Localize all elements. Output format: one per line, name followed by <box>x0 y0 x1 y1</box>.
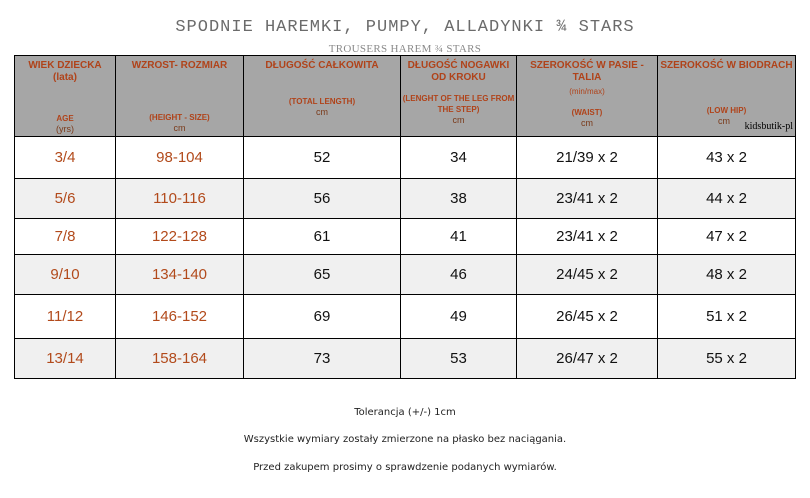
measurement-note: Wszystkie wymiary zostały zmierzone na płasko bez naciągania. <box>243 434 567 445</box>
column-header-english: (LENGHT OF THE LEG FROM THE STEP) <box>402 94 515 114</box>
cell-total-length: 61 <box>244 219 401 255</box>
column-header-sub: (lata) <box>53 72 77 83</box>
tolerance-note: Tolerancja (+/-) 1cm <box>354 407 456 418</box>
table-row <box>15 255 796 295</box>
cell-age: 3/4 <box>15 137 116 179</box>
column-header-label: DŁUGOŚĆ NOGAWKI OD KROKU <box>407 60 510 83</box>
cell-age: 7/8 <box>15 219 116 255</box>
cell-hip: 47 x 2 <box>658 219 796 255</box>
cell-total-length: 65 <box>244 255 401 295</box>
column-header-hip <box>658 56 796 137</box>
table-header-row <box>15 56 796 137</box>
cell-height: 158-164 <box>116 339 244 379</box>
column-header-unit: cm <box>316 107 328 117</box>
cell-hip: 55 x 2 <box>658 339 796 379</box>
column-header-english: AGE <box>56 114 74 123</box>
table-row <box>15 179 796 219</box>
cell-hip: 44 x 2 <box>658 179 796 219</box>
cell-leg-length: 41 <box>401 219 517 255</box>
cell-hip: 48 x 2 <box>658 255 796 295</box>
table-row <box>15 137 796 179</box>
column-header-unit: cm <box>173 123 186 133</box>
cell-waist: 26/47 x 2 <box>517 339 658 379</box>
column-header-english: (TOTAL LENGTH) <box>288 97 356 106</box>
column-header-label: WIEK DZIECKA <box>28 60 102 71</box>
cell-height: 122-128 <box>116 219 244 255</box>
cell-height: 110-116 <box>116 179 244 219</box>
check-note: Przed zakupem prosimy o sprawdzenie podanych wymiarów. <box>253 462 557 473</box>
column-header-label: SZEROKOŚĆ W BIODRACH <box>660 60 793 71</box>
page-title: SPODNIE HAREMKI, PUMPY, ALLADYNKI ¾ STARS <box>175 18 635 37</box>
cell-waist: 24/45 x 2 <box>517 255 658 295</box>
cell-height: 98-104 <box>116 137 244 179</box>
cell-age: 9/10 <box>15 255 116 295</box>
column-header-waist <box>517 56 658 137</box>
size-table <box>14 55 796 379</box>
column-header-label: SZEROKOŚĆ W PASIE - TALIA <box>530 60 644 83</box>
column-header-unit: cm <box>581 118 593 128</box>
cell-hip: 43 x 2 <box>658 137 796 179</box>
cell-total-length: 69 <box>244 295 401 339</box>
cell-total-length: 56 <box>244 179 401 219</box>
cell-leg-length: 49 <box>401 295 517 339</box>
column-header-sub: (min/max) <box>569 87 605 96</box>
column-header-unit: (yrs) <box>56 124 74 134</box>
column-header-label: DŁUGOŚĆ CAŁKOWITA <box>265 60 379 71</box>
column-header-english: (WAIST) <box>571 108 603 117</box>
column-header-label: WZROST- ROZMIAR <box>131 60 228 71</box>
cell-waist: 23/41 x 2 <box>517 219 658 255</box>
cell-waist: 26/45 x 2 <box>517 295 658 339</box>
column-header-total-length <box>244 56 401 137</box>
cell-waist: 23/41 x 2 <box>517 179 658 219</box>
cell-leg-length: 38 <box>401 179 517 219</box>
cell-age: 11/12 <box>15 295 116 339</box>
column-header-leg-length <box>401 56 517 137</box>
watermark: kidsbutik-pl <box>744 121 793 132</box>
table-row <box>15 339 796 379</box>
page-subtitle: TROUSERS HAREM ¾ STARS <box>328 43 482 55</box>
cell-leg-length: 46 <box>401 255 517 295</box>
column-header-height <box>116 56 244 137</box>
cell-height: 146-152 <box>116 295 244 339</box>
column-header-unit: cm <box>718 116 730 126</box>
column-header-english: (HEIGHT - SIZE) <box>149 113 210 122</box>
table-row <box>15 219 796 255</box>
cell-leg-length: 34 <box>401 137 517 179</box>
cell-total-length: 73 <box>244 339 401 379</box>
cell-waist: 21/39 x 2 <box>517 137 658 179</box>
column-header-unit: cm <box>452 115 465 125</box>
cell-leg-length: 53 <box>401 339 517 379</box>
cell-age: 5/6 <box>15 179 116 219</box>
cell-height: 134-140 <box>116 255 244 295</box>
cell-hip: 51 x 2 <box>658 295 796 339</box>
column-header-age <box>15 56 116 137</box>
cell-age: 13/14 <box>15 339 116 379</box>
cell-total-length: 52 <box>244 137 401 179</box>
column-header-english: (LOW HIP) <box>706 106 747 115</box>
table-row <box>15 295 796 339</box>
